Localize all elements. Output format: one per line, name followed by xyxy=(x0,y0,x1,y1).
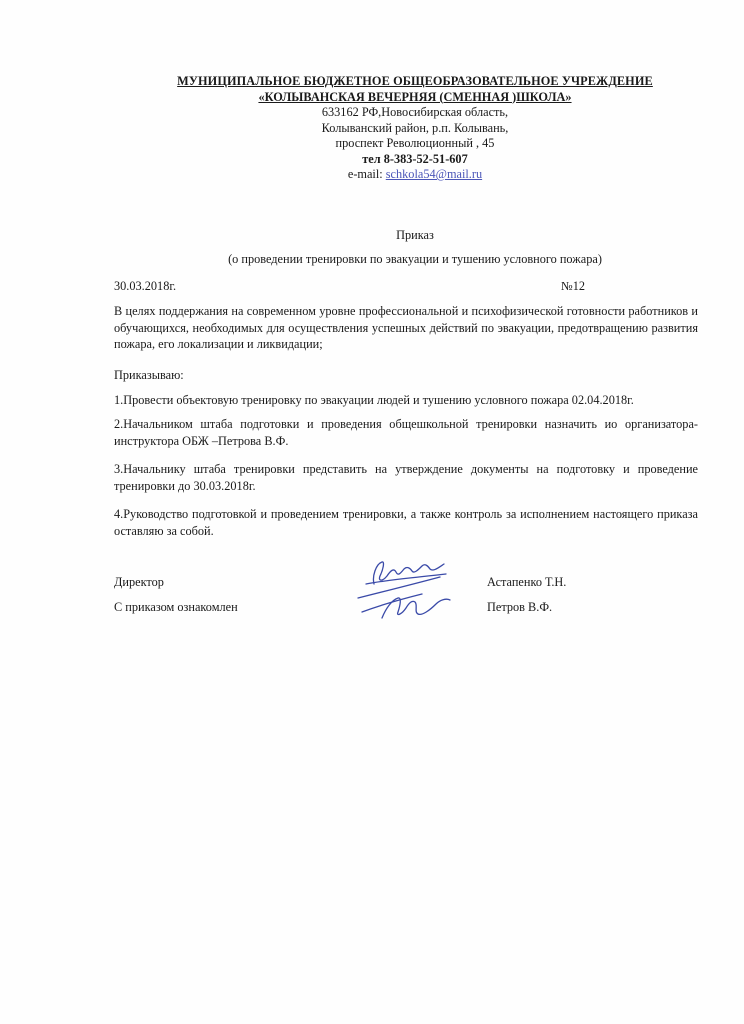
letterhead xyxy=(90,74,740,183)
ack-signature-stroke xyxy=(382,598,450,618)
document-date: 30.03.2018г. xyxy=(114,279,177,293)
order-word: Приказываю: xyxy=(114,368,184,382)
address-line-1: 633162 РФ,Новосибирская область, xyxy=(321,105,509,119)
acknowledged-name: Петров В.Ф. xyxy=(487,600,553,614)
address-line-2: Колыванский район, р.п. Колывань, xyxy=(321,120,509,135)
document-number: №12 xyxy=(561,279,586,293)
director-name: Астапенко Т.Н. xyxy=(487,575,567,589)
acknowledged-role: С приказом ознакомлен xyxy=(114,600,238,614)
signature-ink xyxy=(358,562,450,618)
email-link[interactable]: schkola54@mail.ru xyxy=(385,167,483,181)
order-item-1: 1.Провести объектовую тренировку по эвакуации людей и тушению условного пожара 02.04.2018г. xyxy=(114,393,634,407)
order-item-3: 3.Начальнику штаба тренировки представить на утверждение документы на подготовку и проведение тренировки до 30.03.2018г. xyxy=(114,462,698,493)
document-title: Приказ xyxy=(396,228,434,242)
director-signature-slash xyxy=(358,577,440,598)
handwritten-signatures xyxy=(352,554,464,628)
address-line-3: проспект Революционный , 45 xyxy=(335,136,495,150)
ack-signature-tail xyxy=(362,594,422,612)
order-item-4: 4.Руководство подготовкой и проведением тренировки, а также контроль за исполнением настоящего приказа оставляю за собой. xyxy=(114,507,698,538)
order-item-2: 2.Начальником штаба подготовки и проведения общешкольной тренировки назначить ио организатора- инструктора ОБЖ –Петрова В.Ф. xyxy=(114,417,698,448)
intro-paragraph: В целях поддержания на современном уровне профессиональной и психофизической готовности работников и обучающихся, необходимых для осуществления успешных действий по эвакуации, предотвращению развития пожара, его локализации и ликвидации; xyxy=(114,304,698,351)
email-label: e-mail: xyxy=(347,167,386,181)
director-role: Директор xyxy=(114,575,164,589)
document-subtitle: (о проведении тренировки по эвакуации и тушению условного пожара) xyxy=(228,252,602,266)
organization-name: МУНИЦИПАЛЬНОЕ БЮДЖЕТНОЕ ОБЩЕОБРАЗОВАТЕЛЬНОЕ УЧРЕЖДЕНИЕ xyxy=(177,74,653,88)
school-name: «КОЛЫВАНСКАЯ ВЕЧЕРНЯЯ (СМЕННАЯ )ШКОЛА» xyxy=(258,89,572,104)
email-line xyxy=(90,167,740,183)
phone-number: тел 8-383-52-51-607 xyxy=(362,151,468,166)
